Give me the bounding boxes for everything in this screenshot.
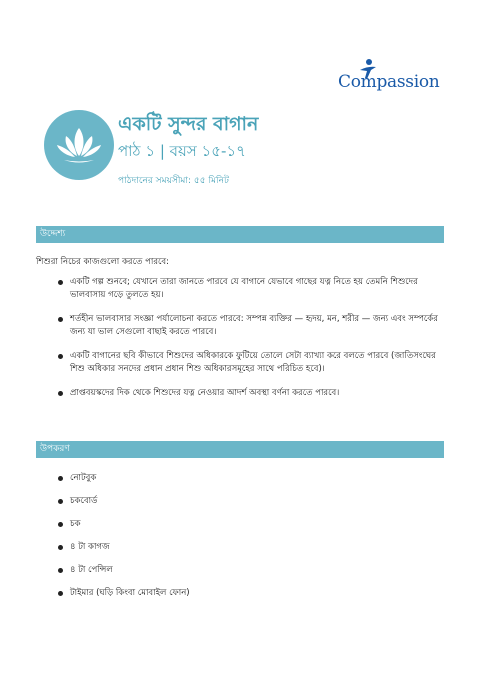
objective-text: একটি বাগানের ছবি কীভাবে শিশুদের অধিকারকে ফুটিয়ে তোলে সেটা ব্যাখ্যা করে বলতে পারবে (জাতিসংঘের শিশু অধিকার সনদের প্রধান প্রধান শিশু অধিকারসমূহের সাথে পরিচিত হবে)। (70, 351, 436, 374)
objectives-heading: উদ্দেশ্য (36, 226, 444, 243)
material-text: চক (70, 519, 81, 529)
list-item (36, 350, 444, 376)
material-text: ৪ টা কাগজ (70, 542, 110, 552)
list-item (36, 276, 444, 302)
material-text: টাইমার (ঘড়ি কিংবা মোবাইল ফোন) (70, 588, 190, 598)
bullet-icon (58, 545, 63, 550)
material-text: চকবোর্ড (70, 496, 98, 506)
objective-text: শর্তহীন ভালবাসার সংজ্ঞা পর্যালোচনা করতে পারবে: সম্পন্ন ব্যক্তির — হৃদয়, মন, শরীর — জন্য এবং সম্পর্কের জন্য যা ভাল সেগুলো বাছাই করতে পারবে। (70, 314, 438, 337)
material-text: ৪ টা পেন্সিল (70, 565, 113, 575)
material-text: নোটবুক (70, 473, 97, 483)
materials-list (36, 472, 444, 600)
objectives-intro: শিশুরা নিচের কাজগুলো করতে পারবে: (36, 257, 170, 267)
bullet-icon (58, 568, 63, 573)
lesson-title: একটি সুন্দর বাগান (118, 113, 259, 135)
list-item (36, 495, 444, 508)
list-item (36, 472, 444, 485)
compassion-logo (338, 58, 448, 98)
materials-heading: উপকরণ (36, 441, 444, 458)
objectives-list (36, 276, 444, 400)
objective-text: একটি গল্প শুনবে; যেখানে তারা জানতে পারবে যে বাগানে যেভাবে গাছের যত্ন নিতে হয় তেমনি শিশুদের ভালবাসায় গড়ে তুলতে হয়। (70, 277, 418, 300)
bullet-icon (58, 591, 63, 596)
bullet-icon (58, 317, 63, 322)
list-item (36, 541, 444, 554)
bullet-icon (58, 391, 63, 396)
objective-text: প্রাপ্তবয়স্কদের দিক থেকে শিশুদের যত্ন নেওয়ার আদর্শ অবস্থা বর্ণনা করতে পারবে। (70, 388, 340, 398)
logo-text: Compassion (338, 72, 440, 92)
list-item (36, 564, 444, 577)
lesson-duration: পাঠদানের সময়সীমা: ৫৫ মিনিট (118, 176, 229, 186)
lesson-badge (44, 110, 114, 180)
lesson-subtitle: পাঠ ১ | বয়স ১৫-১৭ (118, 142, 246, 160)
lotus-icon (44, 110, 114, 180)
bullet-icon (58, 354, 63, 359)
bullet-icon (58, 476, 63, 481)
bullet-icon (58, 522, 63, 527)
list-item (36, 313, 444, 339)
bullet-icon (58, 499, 63, 504)
list-item (36, 387, 444, 400)
list-item (36, 518, 444, 531)
bullet-icon (58, 280, 63, 285)
list-item (36, 587, 444, 600)
